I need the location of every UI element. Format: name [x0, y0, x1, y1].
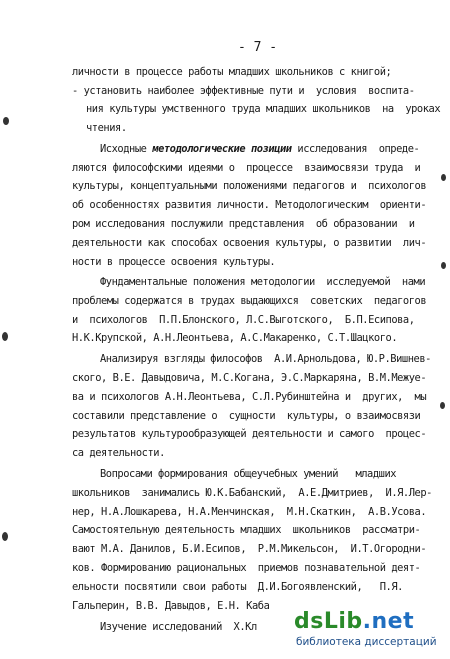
- text-line: [72, 256, 275, 268]
- emphasized-phrase: методологические позиции: [152, 143, 292, 155]
- margin-mark: [2, 332, 8, 341]
- text-line: [100, 276, 425, 288]
- text-run: ляются философскими идеями о процессе взаимосвязи труда и: [72, 162, 421, 174]
- text-run: ского, В.Е. Давыдовича, М.С.Когана, Э.С.Маркаряна, В.М.Межуе-: [72, 372, 427, 384]
- text-run: ков. Формированию рациональных приемов познавательной деят-: [72, 562, 421, 574]
- watermark-subtitle: библиотека диссертаций: [296, 636, 437, 648]
- text-line: [72, 199, 426, 211]
- text-line: [72, 410, 420, 422]
- text-line: [72, 581, 403, 593]
- text-line: [72, 447, 165, 459]
- text-line: [72, 314, 415, 326]
- page-number: - 7 -: [238, 40, 278, 55]
- text-run: - установить наиболее эффективные пути и условия воспита-: [72, 85, 415, 97]
- text-run: культуры, концептуальными положениями педагогов и психологов: [72, 180, 427, 192]
- text-run: личности в процессе работы младших школьников с книгой;: [72, 66, 392, 78]
- text-run: проблемы содержатся в трудах выдающихся советских педагогов: [72, 295, 427, 307]
- text-run: Н.К.Крупской, А.Н.Леонтьева, А.С.Макаренко, С.Т.Шацкого.: [72, 332, 398, 344]
- text-line: [72, 428, 426, 440]
- text-run: составили представление о сущности культуры, о взаимосвязи: [72, 410, 421, 422]
- text-line: [72, 391, 426, 403]
- text-run: нер, Н.А.Лошкарева, Н.А.Менчинская, М.Н.Скаткин, А.В.Усова.: [72, 506, 427, 518]
- text-line: [100, 143, 419, 155]
- text-line: [72, 524, 420, 536]
- margin-mark: [441, 262, 446, 269]
- text-line: [86, 103, 440, 115]
- text-line: [72, 237, 426, 249]
- text-run: Самостоятельную деятельность младших школьников рассматри-: [72, 524, 421, 536]
- margin-mark: [3, 117, 9, 125]
- text-run: ва и психологов А.Н.Леонтьева, С.Л.Рубинштейна и других, мы: [72, 391, 427, 403]
- text-run: са деятельности.: [72, 447, 165, 459]
- text-run: ности в процессе освоения культуры.: [72, 256, 276, 268]
- margin-mark: [440, 402, 445, 409]
- text-run: об особенностях развития личности. Методологическим ориенти-: [72, 199, 427, 211]
- text-line: [100, 353, 431, 365]
- text-line: [72, 506, 426, 518]
- text-run: школьников занимались Ю.К.Бабанский, А.Е.Дмитриев, И.Я.Лер-: [72, 487, 432, 499]
- margin-mark: [441, 174, 446, 181]
- text-line: [72, 66, 391, 78]
- text-line: [72, 180, 426, 192]
- watermark-logo: [294, 609, 414, 634]
- text-line: [72, 218, 415, 230]
- text-run: результатов культурообразующей деятельности и самого процес-: [72, 428, 427, 440]
- watermark-logo-main: dsLib: [294, 609, 363, 634]
- text-run: деятельности как способах освоения культуры, о развитии лич-: [72, 237, 427, 249]
- watermark-logo-dot: .net: [362, 609, 415, 634]
- text-line: [100, 468, 396, 480]
- text-run: Исходные: [100, 143, 153, 155]
- text-run: чтения.: [86, 122, 127, 134]
- text-line: [72, 487, 432, 499]
- text-run: ельности посвятили свои работы Д.И.Богоявленский, П.Я.: [72, 581, 403, 593]
- text-run: ния культуры умственного труда младших школьников на уроках: [86, 103, 441, 115]
- text-run: исследования опреде-: [291, 143, 420, 155]
- text-run: Гальперин, В.В. Давыдов, Е.Н. Каба: [72, 600, 270, 612]
- text-line: [72, 85, 415, 97]
- margin-mark: [2, 532, 8, 541]
- text-line: [72, 600, 269, 612]
- text-line: [72, 295, 426, 307]
- text-line: [100, 621, 257, 633]
- text-run: Фундаментальные положения методологии исследуемой нами: [100, 276, 426, 288]
- text-line: [72, 332, 397, 344]
- text-line: [72, 543, 426, 555]
- text-line: [72, 562, 420, 574]
- text-run: вают М.А. Данилов, Б.И.Есипов, Р.М.Микельсон, И.Т.Огородни-: [72, 543, 427, 555]
- text-line: [86, 122, 127, 134]
- text-run: и психологов П.П.Блонского, Л.С.Выготского, Б.П.Есипова,: [72, 314, 415, 326]
- text-run: Вопросами формирования общеучебных умений младших: [100, 468, 397, 480]
- text-run: Анализируя взгляды философов А.И.Арнольдова, Ю.Р.Вишнев-: [100, 353, 431, 365]
- text-run: Изучение исследований Х.Кл: [100, 621, 257, 633]
- text-line: [72, 372, 426, 384]
- text-line: [72, 162, 420, 174]
- text-run: ром исследования послужили представления об образовании и: [72, 218, 415, 230]
